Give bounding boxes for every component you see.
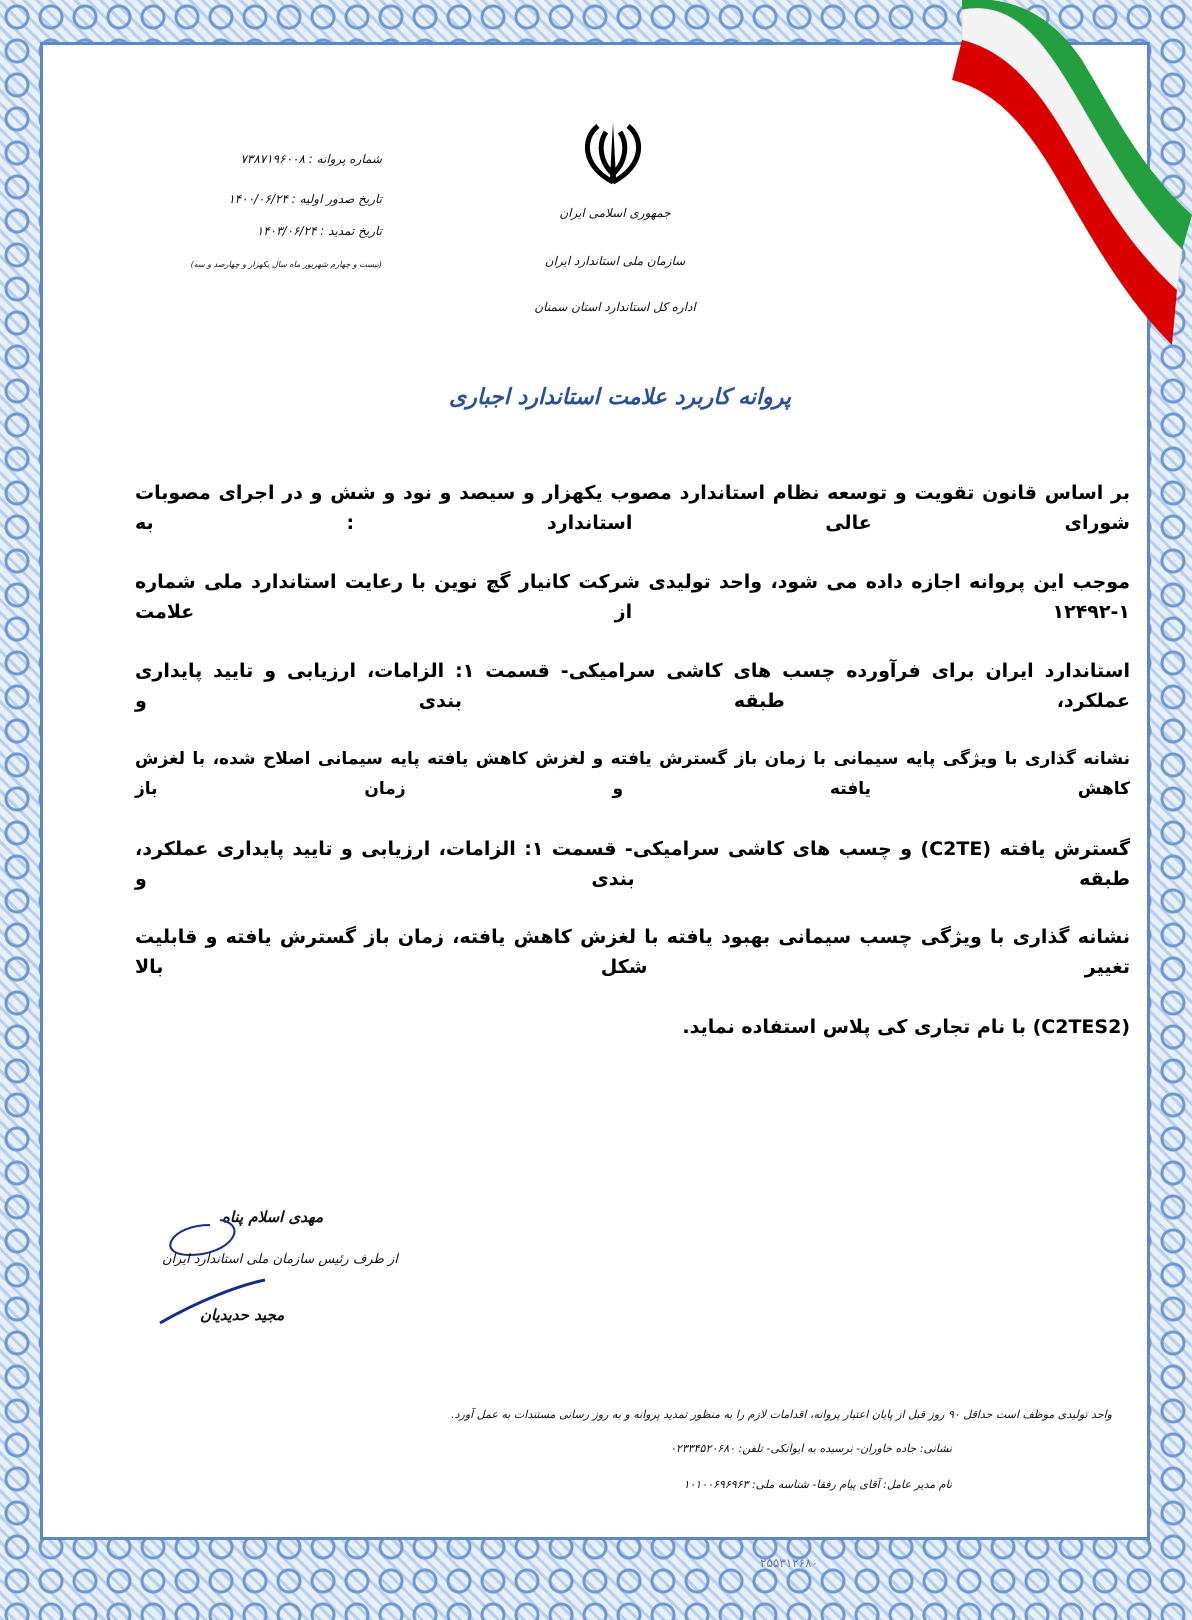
- body-line: گسترش یافته (C2TE) و چسب های کاشی سرامیکی- قسمت ۱: الزامات، ارزیابی و تایید پایداری عملکرد، طبقه بندی و: [135, 838, 1131, 890]
- body-line: موجب این پروانه اجازه داده می شود، واحد تولیدی شرکت کانیار گچ نوین با رعایت استاندارد ملی شماره ۱-۱۲۴۹۲ از علامت: [135, 571, 1130, 623]
- footer-ceo: نام مدیر عامل: آقای پیام رفقا- شناسه ملی: ۱۰۱۰۰۶۹۶۹۶۳: [683, 1478, 952, 1491]
- organization-name: سازمان ملی استاندارد ایران: [544, 254, 686, 268]
- footer-address: نشانی: جاده خاوران- نرسیده به ایوانکی- تلفن: ۰۲۳۳۴۵۲۰۶۸۰: [670, 1442, 952, 1455]
- body-line: نشانه گذاری با ویژگی پایه سیمانی با زمان باز گسترش یافته و لغزش کاهش یافته پایه سیمانی اصلاح شده، با لغزش کاهش یافته و زمان باز: [135, 749, 1130, 799]
- renewal-date: تاریخ تمدید : ۱۴۰۳/۰۶/۲۴: [256, 224, 382, 238]
- signer-name: مهدی اسلام پناه: [222, 1208, 324, 1226]
- body-line: نشانه گذاری با ویژگی چسب سیمانی بهبود یافته با لغزش کاهش یافته، زمان باز گسترش یافته و قابلیت تغییر شکل بالا: [135, 926, 1130, 978]
- initial-issue-date: تاریخ صدور اولیه : ۱۴۰۰/۰۶/۲۴: [228, 192, 382, 206]
- footer-notice: واحد تولیدی موظف است حداقل ۹۰ روز قبل از پایان اعتبار پروانه، اقدامات لازم را به منظور تمدید پروانه و به روز رسانی مستندات به عمل آورد.: [451, 1408, 1112, 1421]
- certificate-title: پروانه کاربرد علامت استاندارد اجباری: [448, 385, 792, 410]
- iran-emblem-icon: [578, 118, 648, 188]
- iran-flag-ribbon: [922, 0, 1192, 360]
- second-signer-name: مجید حدیدیان: [200, 1306, 285, 1324]
- body-line: استاندارد ایران برای فرآورده چسب های کاشی سرامیکی- قسمت ۱: الزامات، ارزیابی و تایید پایداری عملکرد، طبقه بندی و: [135, 660, 1130, 712]
- document-code: ۲۵۵۳۱۲۶۸۰: [760, 1556, 819, 1570]
- renewal-date-words: (بیست و چهارم شهریور ماه سال یکهزار و چهارصد و سه): [190, 260, 382, 269]
- office-name: اداره کل استاندارد استان سمنان: [534, 300, 696, 314]
- body-line: بر اساس قانون تقویت و توسعه نظام استاندارد مصوب یکهزار و سیصد و نود و شش و در اجرای مصوبات شورای عالی استاندارد : به: [135, 482, 1130, 534]
- license-number: شماره پروانه : ۷۳۸۷۱۹۶۰۰۸: [240, 152, 382, 166]
- country-name: جمهوری اسلامی ایران: [559, 206, 671, 220]
- body-line: (C2TES2) با نام تجاری کی پلاس استفاده نماید.: [682, 1016, 1130, 1038]
- on-behalf-text: از طرف رئیس سازمان ملی استاندارد ایران: [162, 1252, 398, 1267]
